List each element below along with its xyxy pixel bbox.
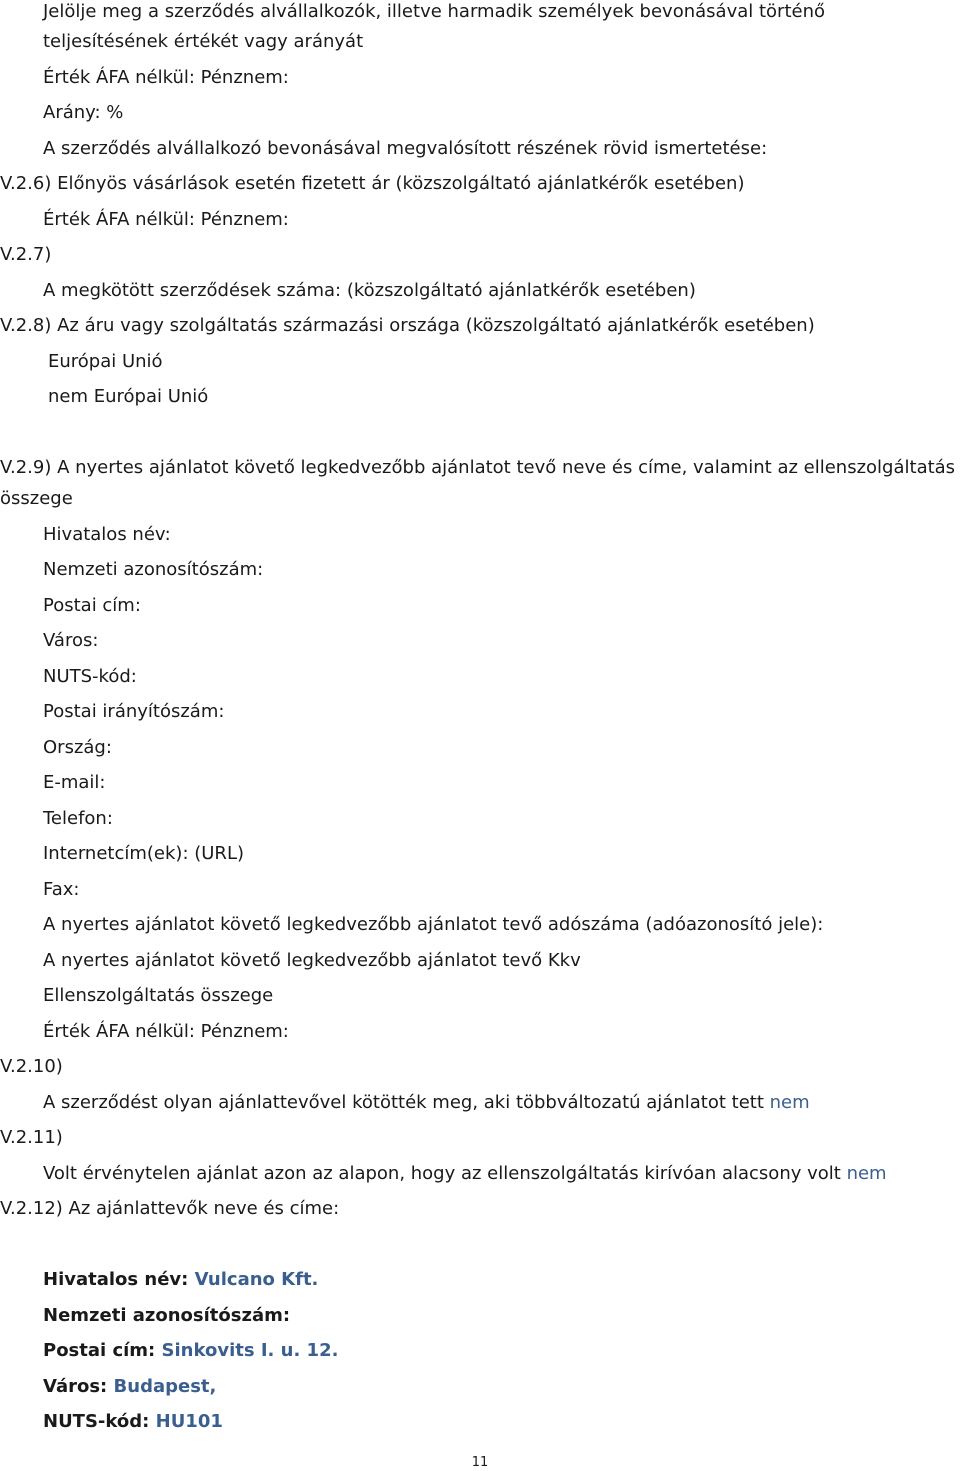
origin-option-eu: Európai Unió	[48, 351, 163, 372]
page-number: 11	[471, 1455, 489, 1470]
field-city: Város:	[43, 630, 99, 651]
section-v27-text: A megkötött szerződések száma: (közszolgáltató ajánlatkérők esetében)	[43, 280, 696, 301]
section-v211-answer: nem	[846, 1163, 887, 1184]
field-official-name: Hivatalos név:	[43, 524, 171, 545]
bidder-name-value: Vulcano Kft.	[194, 1269, 319, 1290]
bidder-nuts-row	[43, 1410, 223, 1434]
bidder-postal-row	[43, 1339, 338, 1363]
section-v26-heading: V.2.6) Előnyös vásárlások esetén fizetett ár (közszolgáltató ajánlatkérők esetében)	[0, 173, 745, 194]
bidder-city-value: Budapest,	[113, 1376, 217, 1397]
section-v211-heading: V.2.11)	[0, 1127, 63, 1148]
bidder-city-label: Város:	[43, 1376, 108, 1397]
bidder-national-id-row	[43, 1304, 290, 1328]
subcontracting-intro-cont: teljesítésének értékét vagy arányát	[43, 31, 364, 52]
section-v211-text	[43, 1162, 887, 1186]
bidder-postal-label: Postai cím:	[43, 1340, 156, 1361]
bidder-name-row	[43, 1268, 318, 1292]
origin-option-non-eu: nem Európai Unió	[48, 386, 209, 407]
bidder-nuts-value: HU101	[155, 1411, 223, 1432]
bidder-postal-value: Sinkovits I. u. 12.	[161, 1340, 339, 1361]
subcontracting-intro: Jelölje meg a szerződés alvállalkozók, illetve harmadik személyek bevonásával történő	[43, 1, 825, 22]
bidder-national-id-label: Nemzeti azonosítószám:	[43, 1305, 291, 1326]
bidder-nuts-label: NUTS-kód:	[43, 1411, 150, 1432]
field-postal-code: Postai irányítószám:	[43, 701, 225, 722]
section-v210-text	[43, 1091, 810, 1115]
section-v212-heading: V.2.12) Az ajánlattevők neve és címe:	[0, 1198, 340, 1219]
bidder-name-label: Hivatalos név:	[43, 1269, 189, 1290]
section-v27-heading: V.2.7)	[0, 244, 52, 265]
field-url: Internetcím(ek): (URL)	[43, 843, 244, 864]
subcontracting-value: Érték ÁFA nélkül: Pénznem:	[43, 67, 289, 88]
field-phone: Telefon:	[43, 808, 113, 829]
field-country: Ország:	[43, 737, 112, 758]
section-v210-question: A szerződést olyan ajánlattevővel kötötték meg, aki többváltozatú ajánlatot tett	[43, 1092, 764, 1113]
field-tax-id: A nyertes ajánlatot követő legkedvezőbb ajánlatot tevő adószáma (adóazonosító jele):	[43, 914, 824, 935]
subcontracting-description: A szerződés alvállalkozó bevonásával megvalósított részének rövid ismertetése:	[43, 138, 768, 159]
field-fax: Fax:	[43, 879, 80, 900]
field-nuts-code: NUTS-kód:	[43, 666, 137, 687]
section-v210-answer: nem	[769, 1092, 810, 1113]
field-national-id: Nemzeti azonosítószám:	[43, 559, 264, 580]
subcontracting-ratio: Arány: %	[43, 102, 124, 123]
section-v210-heading: V.2.10)	[0, 1056, 63, 1077]
field-value: Érték ÁFA nélkül: Pénznem:	[43, 1021, 289, 1042]
section-v29-heading-cont: összege	[0, 488, 73, 509]
section-v211-question: Volt érvénytelen ajánlat azon az alapon, hogy az ellenszolgáltatás kirívóan alacsony volt	[43, 1163, 841, 1184]
field-email: E-mail:	[43, 772, 106, 793]
field-kkv: A nyertes ajánlatot követő legkedvezőbb ajánlatot tevő Kkv	[43, 950, 581, 971]
section-v26-value: Érték ÁFA nélkül: Pénznem:	[43, 209, 289, 230]
section-v28-heading: V.2.8) Az áru vagy szolgáltatás származási országa (közszolgáltató ajánlatkérők esetében)	[0, 315, 815, 336]
field-consideration: Ellenszolgáltatás összege	[43, 985, 274, 1006]
field-postal-address: Postai cím:	[43, 595, 141, 616]
bidder-city-row	[43, 1375, 216, 1399]
section-v29-heading: V.2.9) A nyertes ajánlatot követő legkedvezőbb ajánlatot tevő neve és címe, valamint az ellenszolgáltatás	[0, 457, 956, 478]
